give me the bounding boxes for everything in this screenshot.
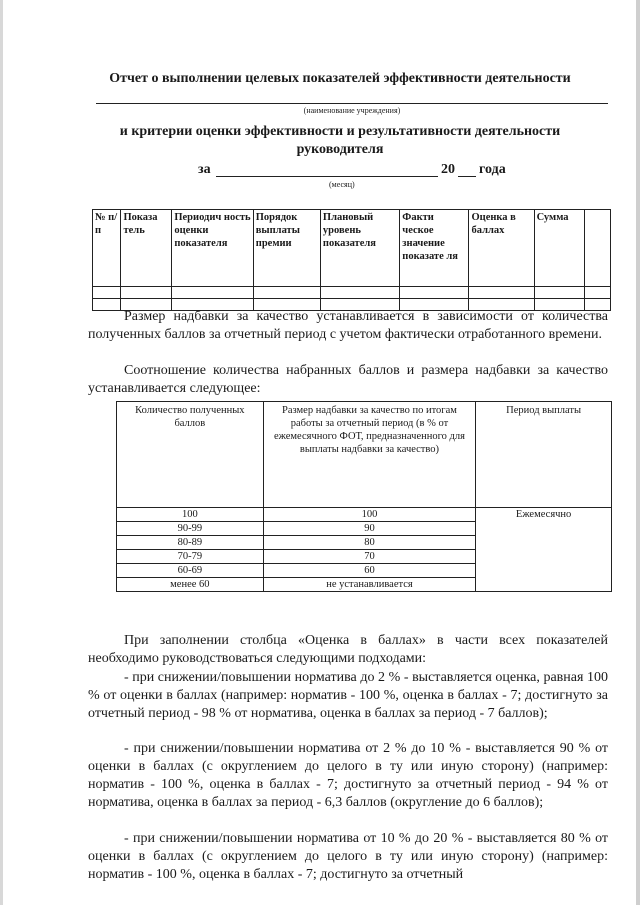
bonus-cell: 60 [263,564,476,578]
empty-cell [585,287,611,299]
header-extra [585,210,611,287]
year-prefix: 20 [441,162,455,177]
bonus-cell: 80 [263,536,476,550]
bonus-cell: 70 [263,550,476,564]
points-cell: 90-99 [117,522,264,536]
scale-table [116,401,612,592]
institution-underline [96,103,608,104]
header-number: № п/п [93,210,121,287]
header-actual-value: Факти ческое значение показате ля [400,210,469,287]
year-blank [458,176,476,177]
points-cell: 70-79 [117,550,264,564]
payment-period-cell: Ежемесячно [476,508,612,592]
points-cell: 80-89 [117,536,264,550]
header-bonus-procedure: Порядок выплаты премии [253,210,320,287]
header-amount: Сумма [534,210,585,287]
header-bonus-size: Размер надбавки за качество по итогам работы за отчетный период (в % от ежемесячного ФОТ, предназначенного для выплаты надбавки за качество) [263,402,476,508]
table-row [117,508,612,522]
points-cell: 60-69 [117,564,264,578]
page-edge-right [636,0,640,905]
report-subtitle: и критерии оценки эффективности и результативности деятельности [119,124,561,139]
report-subtitle-2: руководителя [296,142,384,157]
paragraph-rule-20-percent: - при снижении/повышении норматива от 10 % до 20 % - выставляется 80 % от оценки в баллах (с округлением до целого в ту или иную сторону) (например: норматив - 100 %, оценка в баллах - 7; достигнуто за отчетный [88,831,608,882]
paragraph-ratio: Соотношение количества набранных баллов и размера надбавки за качество устанавливается следующее: [88,363,608,396]
header-points: Количество полученных баллов [117,402,264,508]
empty-cell [172,287,253,299]
paragraph-rule-2-percent: - при снижении/повышении норматива до 2 % - выставляется оценка, равная 100 % от оценки в баллах (например: норматив - 100 %, оценка в баллах - 7; достигнуто за отчетный период - 98 % от норматива, оценка в баллах за период - 7 баллов); [88,670,608,721]
bonus-cell: не устанавливается [263,578,476,592]
period-prefix: за [198,162,211,177]
empty-cell [93,287,121,299]
indicators-table [92,209,611,311]
empty-cell [253,287,320,299]
header-indicator: Показа тель [121,210,172,287]
paragraph-rule-10-percent: - при снижении/повышении норматива от 2 % до 10 % - выставляется 90 % от оценки в баллах (с округлением до целого в ту или иную сторону) (например: норматив - 100 %, оценка в баллах - 7; достигнуто за отчетный период - 94 % от норматива, оценка в баллах за период - 6,3 баллов (округление до 6 баллов); [88,741,608,810]
paragraph-bonus-size: Размер надбавки за качество устанавливается в зависимости от количества полученных баллов за отчетный период с учетом фактически отработанного времени. [88,309,608,342]
page-edge-left [0,0,3,905]
month-blank [216,176,438,177]
paragraph-score-rules: При заполнении столбца «Оценка в баллах» в части всех показателей необходимо руководствоваться следующими подходами: [88,633,608,666]
empty-cell [469,287,534,299]
empty-cell [121,287,172,299]
empty-cell [534,287,585,299]
header-frequency: Периодич ность оценки показателя [172,210,253,287]
header-score: Оценка в баллах [469,210,534,287]
empty-cell [400,287,469,299]
report-title: Отчет о выполнении целевых показателей эффективности деятельности [109,71,571,86]
bonus-cell: 90 [263,522,476,536]
points-cell: менее 60 [117,578,264,592]
month-caption: (месяц) [329,180,355,189]
year-suffix: года [479,162,506,177]
institution-caption: (наименование учреждения) [303,106,401,115]
header-payment-period: Период выплаты [476,402,612,508]
table-row [93,287,611,299]
points-cell: 100 [117,508,264,522]
bonus-cell: 100 [263,508,476,522]
empty-cell [320,287,399,299]
header-planned-level: Плановый уровень показателя [320,210,399,287]
